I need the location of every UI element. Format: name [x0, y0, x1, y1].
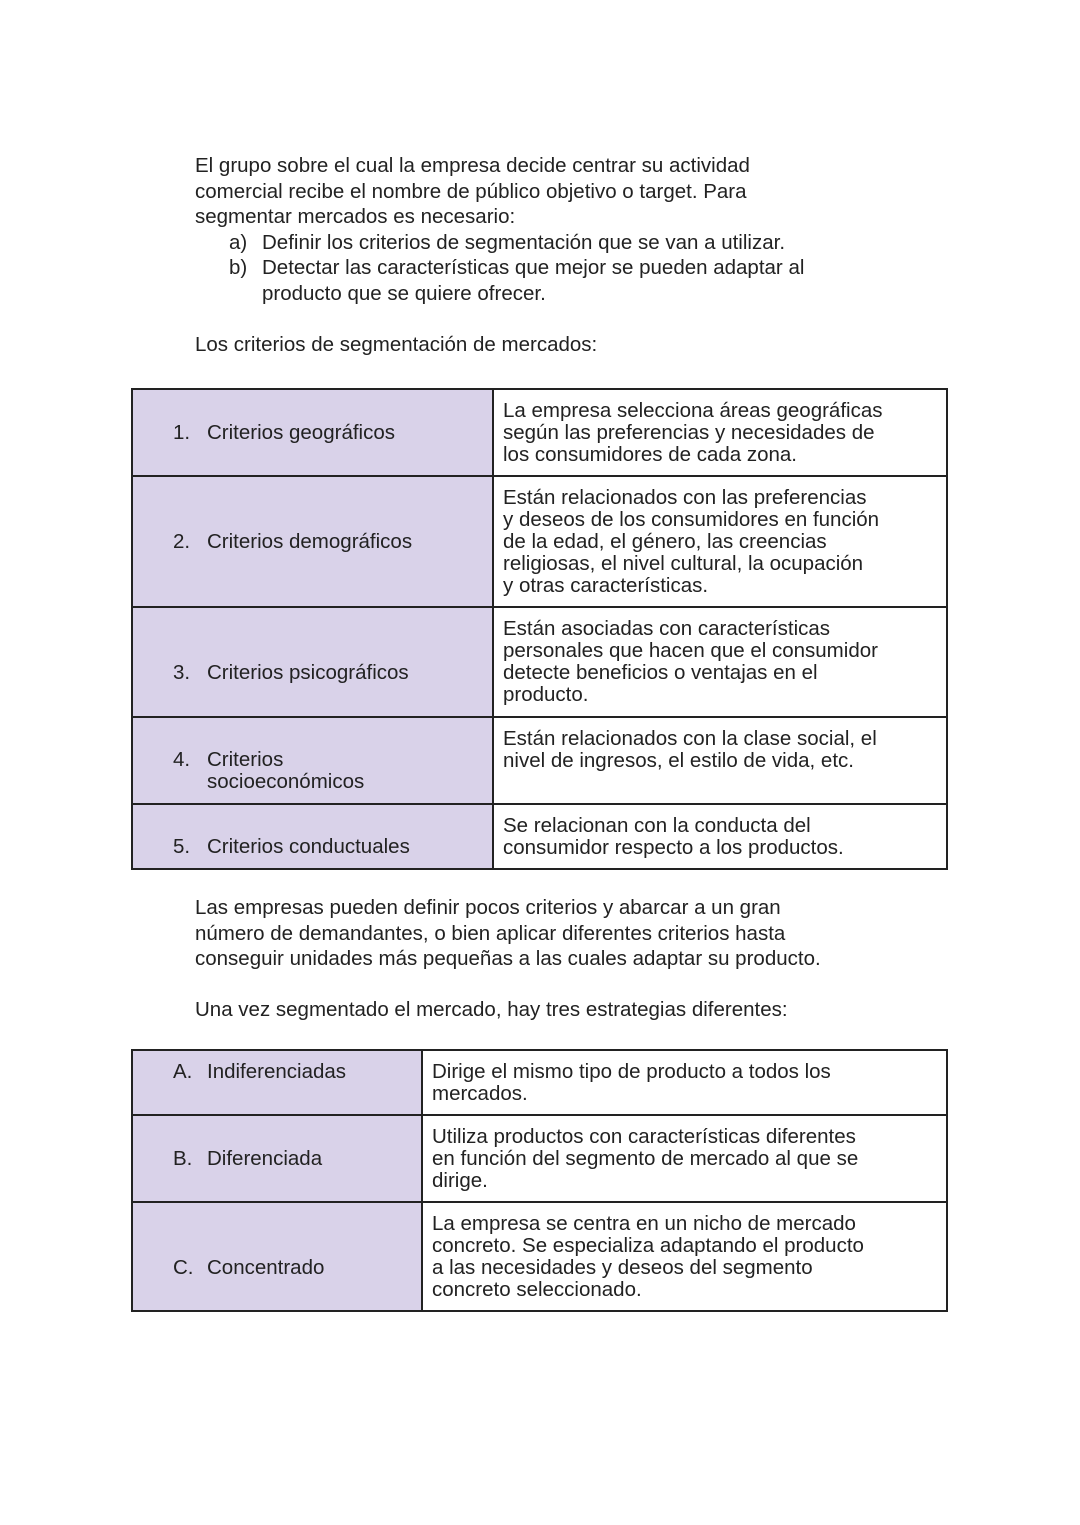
intro-paragraph: [195, 153, 804, 306]
item-number: B.: [173, 1147, 193, 1170]
criterion-label-cell: [132, 607, 493, 717]
criterion-label: [133, 1061, 421, 1083]
description-line: La empresa selecciona áreas geográficas: [503, 399, 883, 422]
criterion-label: [133, 662, 492, 684]
item-number: A.: [173, 1060, 193, 1083]
description-cell: [493, 389, 947, 476]
criterion-label-cell: [132, 804, 493, 869]
item-number: 4.: [173, 748, 191, 771]
list-item: [195, 255, 804, 306]
label-line: Criterios demográficos: [207, 530, 413, 553]
description-cell: [493, 607, 947, 717]
list-text: Definir los criterios de segmentación que se van a utilizar.: [262, 230, 786, 254]
description-line: religiosas, el nivel cultural, la ocupación: [503, 552, 864, 575]
description-cell: [422, 1050, 947, 1115]
description-line: en función del segmento de mercado al que se: [432, 1147, 859, 1170]
criterion-label-cell: [132, 389, 493, 476]
criterion-label: [133, 836, 492, 858]
label-line: Criterios conductuales: [207, 835, 410, 858]
table-row: [132, 717, 947, 804]
paragraph-line: número de demandantes, o bien aplicar diferentes criterios hasta: [195, 921, 786, 945]
label-line: Concentrado: [207, 1256, 325, 1279]
description-line: mercados.: [432, 1082, 528, 1105]
criterion-label-cell: [132, 1202, 422, 1311]
item-number: 5.: [173, 835, 191, 858]
item-number: 1.: [173, 421, 191, 444]
criteria-table: [131, 388, 948, 870]
description-line: producto.: [503, 683, 589, 706]
description-line: detecte beneficios o ventajas en el: [503, 661, 818, 684]
item-number: 3.: [173, 661, 191, 684]
criterion-label: [133, 531, 492, 553]
intro-line: El grupo sobre el cual la empresa decide centrar su actividad: [195, 154, 750, 177]
description-line: Se relacionan con la conducta del: [503, 814, 811, 837]
criterion-label: [133, 1148, 421, 1170]
criterion-label-cell: [132, 476, 493, 607]
description-line: Están relacionados con la clase social, el: [503, 727, 877, 750]
intro-line: segmentar mercados es necesario:: [195, 205, 516, 228]
table-row: [132, 607, 947, 717]
paragraph-line: Las empresas pueden definir pocos criterios y abarcar a un gran: [195, 896, 781, 919]
description-line: y otras características.: [503, 574, 709, 597]
paragraph-line: conseguir unidades más pequeñas a las cuales adaptar su producto.: [195, 947, 821, 970]
description-line: consumidor respecto a los productos.: [503, 836, 844, 859]
description-line: y deseos de los consumidores en función: [503, 508, 880, 531]
label-line: Indiferenciadas: [207, 1060, 347, 1083]
description-line: de la edad, el género, las creencias: [503, 530, 827, 553]
table-row: [132, 1050, 947, 1115]
label-line: socioeconómicos: [207, 770, 365, 793]
description-line: dirige.: [432, 1169, 488, 1192]
criterion-label: [133, 1257, 421, 1279]
list-text: Detectar las características que mejor se pueden adaptar al: [262, 256, 805, 279]
criterion-label-cell: [132, 1050, 422, 1115]
description-line: a las necesidades y deseos del segmento: [432, 1256, 813, 1279]
item-number: C.: [173, 1256, 194, 1279]
list-marker: a): [229, 230, 248, 254]
table-row: [132, 476, 947, 607]
description-line: Dirige el mismo tipo de producto a todos los: [432, 1060, 831, 1083]
table-row: [132, 1115, 947, 1202]
intro-line: comercial recibe el nombre de público objetivo o target. Para: [195, 179, 747, 203]
description-line: los consumidores de cada zona.: [503, 443, 798, 466]
description-line: La empresa se centra en un nicho de mercado: [432, 1212, 856, 1235]
description-line: nivel de ingresos, el estilo de vida, etc.: [503, 749, 854, 772]
strategies-heading: Una vez segmentado el mercado, hay tres estrategias diferentes:: [195, 998, 788, 1021]
criterion-label: [133, 422, 492, 444]
label-line: Diferenciada: [207, 1147, 323, 1170]
item-number: 2.: [173, 530, 191, 553]
label-line: Criterios: [207, 748, 284, 771]
description-cell: [493, 476, 947, 607]
criteria-heading: Los criterios de segmentación de mercados:: [195, 333, 598, 356]
list-marker: b): [229, 256, 248, 279]
description-cell: [422, 1115, 947, 1202]
description-cell: [493, 717, 947, 804]
description-line: Están relacionados con las preferencias: [503, 486, 867, 509]
description-line: personales que hacen que el consumidor: [503, 639, 878, 662]
table-row: [132, 804, 947, 869]
criterion-label: [133, 749, 492, 793]
description-line: según las preferencias y necesidades de: [503, 421, 875, 444]
strategies-table: [131, 1049, 948, 1312]
list-item: [195, 230, 804, 256]
criterion-label-cell: [132, 1115, 422, 1202]
description-line: concreto. Se especializa adaptando el producto: [432, 1234, 864, 1257]
description-line: concreto seleccionado.: [432, 1278, 642, 1301]
criterion-label-cell: [132, 717, 493, 804]
table-row: [132, 1202, 947, 1311]
middle-paragraph: [195, 895, 821, 972]
list-text: producto que se quiere ofrecer.: [262, 281, 546, 305]
label-line: Criterios psicográficos: [207, 661, 409, 684]
description-cell: [493, 804, 947, 869]
description-cell: [422, 1202, 947, 1311]
description-line: Utiliza productos con características diferentes: [432, 1125, 856, 1148]
label-line: Criterios geográficos: [207, 421, 395, 444]
table-row: [132, 389, 947, 476]
description-line: Están asociadas con características: [503, 617, 831, 640]
